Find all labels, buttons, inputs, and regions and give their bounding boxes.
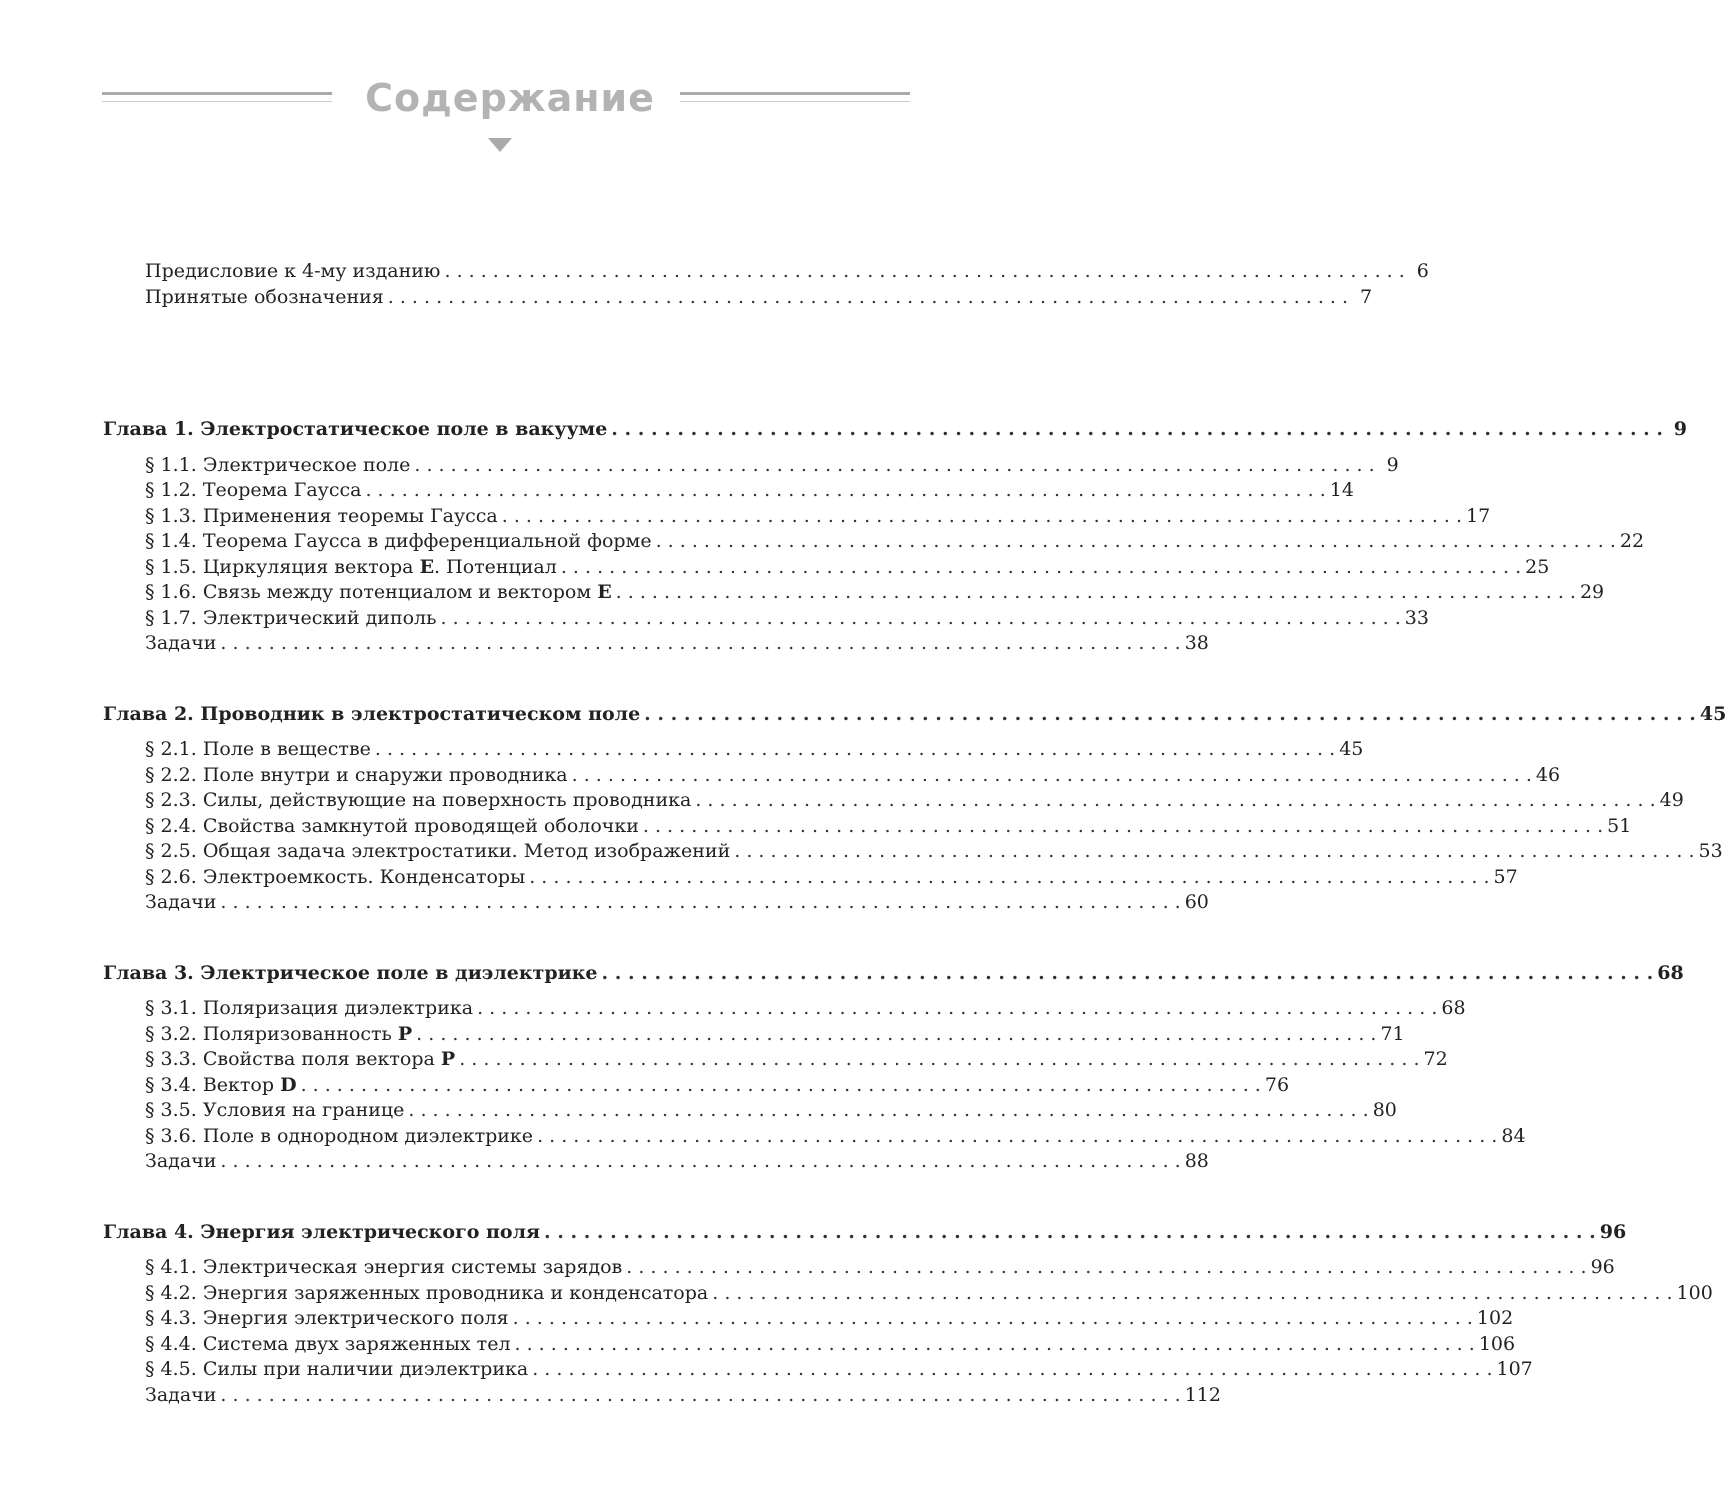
section-title: Силы, действующие на поверхность проводника xyxy=(202,789,692,811)
section-title-rest: . Потенциал xyxy=(434,555,557,578)
entry-title xyxy=(145,1098,404,1124)
section-title: Энергия заряженных проводника и конденсатора xyxy=(202,1281,709,1304)
page-number: 102 xyxy=(1476,1307,1514,1329)
page-number: 96 xyxy=(1590,1256,1615,1278)
chapter-title: Глава 4. Энергия электрического поля xyxy=(103,1220,541,1243)
dot-leader: . . . . . . . . . . . . . . . . . . . . . . . . . . . . . . . . . . . . . . . . . . . . . . . . . . . . . . . . . . . . . . . . . . . . . . . . . . . . . . . . xyxy=(414,453,1375,476)
entry-title xyxy=(145,504,498,530)
page-number: 14 xyxy=(1329,479,1354,501)
section-entry[interactable] xyxy=(103,580,1605,606)
section-entry[interactable] xyxy=(103,839,1723,865)
entry-title xyxy=(145,814,639,840)
entry-title xyxy=(103,1220,540,1246)
dot-leader: . . . . . . . . . . . . . . . . . . . . . . . . . . . . . . . . . . . . . . . . . . . . . . . . . . . . . . . . . . . . . . . . . . . . . . . . . . . . . . . . xyxy=(501,504,1463,527)
section-entry[interactable] xyxy=(103,763,1561,789)
page-number: 53 xyxy=(1698,840,1723,862)
section-entry[interactable] xyxy=(103,1255,1615,1281)
dot-leader: . . . . . . . . . . . . . . . . . . . . . . . . . . . . . . . . . . . . . . . . . . . . . . . . . . . . . . . . . . . . . . . . . . . . . . . . . . . . . . . . xyxy=(644,702,1696,725)
entry-title xyxy=(145,478,361,504)
dot-leader: . . . . . . . . . . . . . . . . . . . . . . . . . . . . . . . . . . . . . . . . . . . . . . . . . . . . . . . . . . . . . . . . . . . . . . . . . . . . . . . . xyxy=(408,1099,1369,1121)
entry-title xyxy=(145,763,568,789)
section-number: § 4.1. xyxy=(145,1256,197,1278)
dot-leader: . . . . . . . . . . . . . . . . . . . . . . . . . . . . . . . . . . . . . . . . . . . . . . . . . . . . . . . . . . . . . . . . . . . . . . . . . . . . . . . . xyxy=(642,814,1604,837)
dot-leader: . . . . . . . . . . . . . . . . . . . . . . . . . . . . . . . . . . . . . . . . . . . . . . . . . . . . . . . . . . . . . . . . . . . . . . . . . . . . . . . . xyxy=(571,763,1532,786)
page-number: 38 xyxy=(1184,632,1209,654)
chapter-heading[interactable] xyxy=(103,961,1684,987)
entry-title xyxy=(145,1306,509,1332)
problems-entry[interactable] xyxy=(103,1383,1221,1409)
page-number: 6 xyxy=(1416,260,1429,282)
section-title: Поле в однородном диэлектрике xyxy=(202,1124,534,1147)
page-number: 17 xyxy=(1466,504,1491,527)
dot-leader: . . . . . . . . . . . . . . . . . . . . . . . . . . . . . . . . . . . . . . . . . . . . . . . . . . . . . . . . . . . . . . . . . . . . . . . . . . . . . . . . xyxy=(695,789,1656,811)
problems-entry[interactable] xyxy=(103,890,1209,916)
page-number: 45 xyxy=(1699,702,1726,725)
entry-title xyxy=(103,702,640,728)
section-number: § 2.4. xyxy=(145,814,197,837)
section-title: Поле внутри и снаружи проводника xyxy=(202,763,568,786)
entry-title xyxy=(145,580,612,606)
entry-title xyxy=(145,1332,511,1358)
section-entry[interactable] xyxy=(103,555,1550,581)
section-number: § 4.2. xyxy=(145,1281,197,1304)
page-number: 25 xyxy=(1525,555,1550,578)
chapter-block xyxy=(103,961,1684,1175)
dot-leader: . . . . . . . . . . . . . . . . . . . . . . . . . . . . . . . . . . . . . . . . . . . . . . . . . . . . . . . . . . . . . . . . . . . . . . . . . . . . . . . . xyxy=(626,1256,1587,1278)
section-entry[interactable] xyxy=(103,1022,1405,1048)
section-number: § 1.4. xyxy=(145,530,197,552)
entry-title xyxy=(145,1383,216,1409)
page-number: 57 xyxy=(1493,865,1518,888)
section-number: § 4.4. xyxy=(145,1332,197,1355)
toc-front-entry[interactable] xyxy=(103,259,1429,285)
entry-title xyxy=(145,890,216,916)
dot-leader: . . . . . . . . . . . . . . . . . . . . . . . . . . . . . . . . . . . . . . . . . . . . . . . . . . . . . . . . . . . . . . . . . . . . . . . . . . . . . . . . xyxy=(655,530,1616,552)
section-number: § 4.5. xyxy=(145,1358,197,1380)
section-number: § 1.3. xyxy=(145,504,197,527)
section-title: Свойства поля вектора xyxy=(202,1048,441,1070)
section-entry[interactable] xyxy=(103,814,1632,840)
chapter-block xyxy=(103,702,1726,916)
section-title: Энергия электрического поля xyxy=(202,1307,509,1329)
page-number: 96 xyxy=(1599,1220,1627,1243)
vector-symbol: D xyxy=(280,1073,297,1096)
section-title: Задачи xyxy=(145,1383,217,1406)
section-entry[interactable] xyxy=(103,453,1399,479)
entry-title xyxy=(145,1073,297,1099)
page-number: 29 xyxy=(1579,581,1605,603)
page-number: 33 xyxy=(1404,606,1429,629)
chapter-block xyxy=(103,1220,1713,1409)
entry-title xyxy=(145,1022,412,1048)
page-number: 80 xyxy=(1372,1099,1397,1121)
section-title: Поляризация диэлектрика xyxy=(202,997,474,1019)
dot-leader: . . . . . . . . . . . . . . . . . . . . . . . . . . . . . . . . . . . . . . . . . . . . . . . . . . . . . . . . . . . . . . . . . . . . . . . . . . . . . . . . xyxy=(560,555,1522,578)
chapter-title: Глава 1. Электростатическое поле в вакууме xyxy=(103,418,608,440)
entry-title xyxy=(145,555,557,581)
section-title: Задачи xyxy=(145,632,217,654)
header-rule-left xyxy=(102,92,332,102)
page-number: 106 xyxy=(1478,1332,1516,1355)
toc-front-entry[interactable] xyxy=(103,285,1373,311)
dot-leader: . . . . . . . . . . . . . . . . . . . . . . . . . . . . . . . . . . . . . . . . . . . . . . . . . . . . . . . . . . . . . . . . . . . . . . . . . . . . . . . . xyxy=(220,632,1181,654)
section-title: Электрическая энергия системы зарядов xyxy=(202,1256,623,1278)
dot-leader: . . . . . . . . . . . . . . . . . . . . . . . . . . . . . . . . . . . . . . . . . . . . . . . . . . . . . . . . . . . . . . . . . . . . . . . . . . . . . . . . xyxy=(615,581,1576,603)
section-entry[interactable] xyxy=(103,1073,1290,1099)
page-number: 49 xyxy=(1659,789,1684,811)
page-number: 100 xyxy=(1676,1281,1713,1304)
page-number: 22 xyxy=(1619,530,1645,552)
entry-title xyxy=(145,259,440,285)
section-number: § 3.2. xyxy=(145,1022,197,1045)
entry-title xyxy=(145,1149,216,1175)
section-title: Теорема Гаусса в дифференциальной форме xyxy=(202,530,652,552)
section-entry[interactable] xyxy=(103,529,1645,555)
dot-leader: . . . . . . . . . . . . . . . . . . . . . . . . . . . . . . . . . . . . . . . . . . . . . . . . . . . . . . . . . . . . . . . . . . . . . . . . . . . . . . . . xyxy=(365,479,1326,501)
page-number: 72 xyxy=(1423,1048,1448,1070)
section-entry[interactable] xyxy=(103,996,1466,1022)
entry-title xyxy=(145,1357,528,1383)
dot-leader: . . . . . . . . . . . . . . . . . . . . . . . . . . . . . . . . . . . . . . . . . . . . . . . . . . . . . . . . . . . . . . . . . . . . . . . . . . . . . . . . xyxy=(220,891,1181,913)
section-title: Электрическое поле xyxy=(202,453,411,476)
entry-title xyxy=(145,788,691,814)
page-number: 60 xyxy=(1184,891,1209,913)
page-number: 51 xyxy=(1607,814,1632,837)
section-title: Задачи xyxy=(145,1150,217,1172)
section-number: § 4.3. xyxy=(145,1307,197,1329)
section-title: Общая задача электростатики. Метод изображений xyxy=(202,840,731,862)
dot-leader: . . . . . . . . . . . . . . . . . . . . . . . . . . . . . . . . . . . . . . . . . . . . . . . . . . . . . . . . . . . . . . . . . . . . . . . . . . . . . . . . xyxy=(440,606,1401,629)
dot-leader: . . . . . . . . . . . . . . . . . . . . . . . . . . . . . . . . . . . . . . . . . . . . . . . . . . . . . . . . . . . . . . . . . . . . . . . . . . . . . . . . xyxy=(220,1150,1181,1172)
vector-symbol: E xyxy=(419,555,435,578)
section-number: § 2.3. xyxy=(145,789,197,811)
section-title: Вектор xyxy=(202,1073,281,1096)
section-title: Система двух заряженных тел xyxy=(202,1332,511,1355)
page-number: 88 xyxy=(1184,1150,1209,1172)
entry-title xyxy=(145,1281,708,1307)
section-number: § 3.5. xyxy=(145,1099,197,1121)
section-number: § 3.4. xyxy=(145,1073,197,1096)
dot-leader: . . . . . . . . . . . . . . . . . . . . . . . . . . . . . . . . . . . . . . . . . . . . . . . . . . . . . . . . . . . . . . . . . . . . . . . . . . . . . . . . xyxy=(459,1048,1420,1070)
vector-symbol: E xyxy=(597,581,612,603)
section-number: § 3.6. xyxy=(145,1124,197,1147)
section-entry[interactable] xyxy=(103,504,1491,530)
section-number: § 2.1. xyxy=(145,738,197,760)
section-title: Условия на границе xyxy=(202,1099,405,1121)
section-title: Задачи xyxy=(145,891,217,913)
chapter-heading[interactable] xyxy=(103,417,1688,443)
section-number: § 1.6. xyxy=(145,581,197,603)
chapter-heading[interactable] xyxy=(103,1220,1627,1246)
triangle-down-icon xyxy=(488,138,512,152)
page-number: 68 xyxy=(1657,961,1684,984)
entry-title xyxy=(103,417,607,443)
section-title: Связь между потенциалом и вектором xyxy=(202,581,598,603)
page-number: 107 xyxy=(1496,1358,1533,1380)
section-title: Свойства замкнутой проводящей оболочки xyxy=(202,814,639,837)
page-number: 7 xyxy=(1359,285,1373,308)
entry-title xyxy=(145,737,371,763)
dot-leader: . . . . . . . . . . . . . . . . . . . . . . . . . . . . . . . . . . . . . . . . . . . . . . . . . . . . . . . . . . . . . . . . . . . . . . . . . . . . . . . . xyxy=(734,840,1695,862)
entry-text: Принятые обозначения xyxy=(145,285,384,308)
page-number: 84 xyxy=(1501,1124,1526,1147)
section-entry[interactable] xyxy=(103,1098,1397,1124)
dot-leader: . . . . . . . . . . . . . . . . . . . . . . . . . . . . . . . . . . . . . . . . . . . . . . . . . . . . . . . . . . . . . . . . . . . . . . . . . . . . . . . . xyxy=(712,1281,1673,1304)
dot-leader: . . . . . . . . . . . . . . . . . . . . . . . . . . . . . . . . . . . . . . . . . . . . . . . . . . . . . . . . . . . . . . . . . . . . . . . . . . . . . . . . xyxy=(537,1124,1498,1147)
dot-leader: . . . . . . . . . . . . . . . . . . . . . . . . . . . . . . . . . . . . . . . . . . . . . . . . . . . . . . . . . . . . . . . . . . . . . . . . . . . . . . . . xyxy=(416,1022,1377,1045)
page-number: 46 xyxy=(1535,763,1561,786)
dot-leader: . . . . . . . . . . . . . . . . . . . . . . . . . . . . . . . . . . . . . . . . . . . . . . . . . . . . . . . . . . . . . . . . . . . . . . . . . . . . . . . . xyxy=(514,1332,1475,1355)
section-number: § 3.3. xyxy=(145,1048,197,1070)
section-entry[interactable] xyxy=(103,606,1429,632)
section-number: § 1.1. xyxy=(145,453,197,476)
section-title: Электрический диполь xyxy=(202,606,437,629)
entry-title xyxy=(145,606,436,632)
entry-title xyxy=(145,631,216,657)
page-number: 71 xyxy=(1380,1022,1405,1045)
section-title: Электроемкость. Конденсаторы xyxy=(202,865,526,888)
section-entry[interactable] xyxy=(103,737,1364,763)
entry-title xyxy=(145,1124,533,1150)
chapter-block xyxy=(103,417,1688,657)
dot-leader: . . . . . . . . . . . . . . . . . . . . . . . . . . . . . . . . . . . . . . . . . . . . . . . . . . . . . . . . . . . . . . . . . . . . . . . . . . . . . . . . xyxy=(611,418,1664,440)
dot-leader: . . . . . . . . . . . . . . . . . . . . . . . . . . . . . . . . . . . . . . . . . . . . . . . . . . . . . . . . . . . . . . . . . . . . . . . . . . . . . . . . xyxy=(512,1307,1473,1329)
entry-title xyxy=(145,839,730,865)
section-entry[interactable] xyxy=(103,788,1684,814)
section-number: § 1.5. xyxy=(145,555,197,578)
entry-title xyxy=(145,865,525,891)
chapter-title: Глава 2. Проводник в электростатическом поле xyxy=(103,702,641,725)
section-title: Поле в веществе xyxy=(202,738,371,760)
dot-leader: . . . . . . . . . . . . . . . . . . . . . . . . . . . . . . . . . . . . . . . . . . . . . . . . . . . . . . . . . . . . . . . . . . . . . . . . . . . . . . . . xyxy=(529,865,1490,888)
entry-title xyxy=(145,453,410,479)
header-rule-right xyxy=(680,92,910,102)
page-number: 45 xyxy=(1339,738,1364,760)
section-entry[interactable] xyxy=(103,1306,1514,1332)
problems-entry[interactable] xyxy=(103,1149,1209,1175)
section-entry[interactable] xyxy=(103,1281,1713,1307)
entry-title xyxy=(145,996,473,1022)
problems-entry[interactable] xyxy=(103,631,1209,657)
section-number: § 3.1. xyxy=(145,997,197,1019)
page-title: Содержание xyxy=(365,76,655,120)
dot-leader: . . . . . . . . . . . . . . . . . . . . . . . . . . . . . . . . . . . . . . . . . . . . . . . . . . . . . . . . . . . . . . . . . . . . . . . . . . . . . . . . xyxy=(374,738,1336,760)
entry-title xyxy=(103,961,598,987)
section-title: Циркуляция вектора xyxy=(202,555,420,578)
entry-title xyxy=(145,1255,622,1281)
section-entry[interactable] xyxy=(103,1047,1448,1073)
entry-text: Предисловие к 4-му изданию xyxy=(145,260,441,282)
dot-leader: . . . . . . . . . . . . . . . . . . . . . . . . . . . . . . . . . . . . . . . . . . . . . . . . . . . . . . . . . . . . . . . . . . . . . . . . . . . . . . . . xyxy=(387,285,1349,308)
page-number: 112 xyxy=(1184,1383,1221,1406)
entry-title xyxy=(145,1047,455,1073)
section-number: § 2.6. xyxy=(145,865,197,888)
vector-symbol: P xyxy=(440,1048,456,1070)
chapter-title: Глава 3. Электрическое поле в диэлектрике xyxy=(103,961,598,984)
dot-leader: . . . . . . . . . . . . . . . . . . . . . . . . . . . . . . . . . . . . . . . . . . . . . . . . . . . . . . . . . . . . . . . . . . . . . . . . . . . . . . . . xyxy=(220,1383,1181,1406)
section-entry[interactable] xyxy=(103,1357,1533,1383)
vector-symbol: P xyxy=(397,1022,413,1045)
page-number: 68 xyxy=(1441,997,1466,1019)
section-title: Теорема Гаусса xyxy=(202,479,362,501)
section-number: § 1.7. xyxy=(145,606,197,629)
dot-leader: . . . . . . . . . . . . . . . . . . . . . . . . . . . . . . . . . . . . . . . . . . . . . . . . . . . . . . . . . . . . . . . . . . . . . . . . . . . . . . . . xyxy=(601,961,1654,984)
dot-leader: . . . . . . . . . . . . . . . . . . . . . . . . . . . . . . . . . . . . . . . . . . . . . . . . . . . . . . . . . . . . . . . . . . . . . . . . . . . . . . . . xyxy=(300,1073,1261,1096)
section-entry[interactable] xyxy=(103,1332,1516,1358)
page-number: 9 xyxy=(1386,453,1399,476)
dot-leader: . . . . . . . . . . . . . . . . . . . . . . . . . . . . . . . . . . . . . . . . . . . . . . . . . . . . . . . . . . . . . . . . . . . . . . . . . . . . . . . . xyxy=(532,1358,1493,1380)
section-entry[interactable] xyxy=(103,865,1518,891)
table-of-contents xyxy=(103,259,1726,1408)
section-title: Применения теоремы Гаусса xyxy=(202,504,498,527)
dot-leader: . . . . . . . . . . . . . . . . . . . . . . . . . . . . . . . . . . . . . . . . . . . . . . . . . . . . . . . . . . . . . . . . . . . . . . . . . . . . . . . . xyxy=(444,260,1405,282)
entry-title xyxy=(145,529,652,555)
dot-leader: . . . . . . . . . . . . . . . . . . . . . . . . . . . . . . . . . . . . . . . . . . . . . . . . . . . . . . . . . . . . . . . . . . . . . . . . . . . . . . . . xyxy=(544,1220,1596,1243)
chapter-heading[interactable] xyxy=(103,702,1726,728)
page-number: 76 xyxy=(1264,1073,1290,1096)
dot-leader: . . . . . . . . . . . . . . . . . . . . . . . . . . . . . . . . . . . . . . . . . . . . . . . . . . . . . . . . . . . . . . . . . . . . . . . . . . . . . . . . xyxy=(477,997,1438,1019)
section-title: Силы при наличии диэлектрика xyxy=(202,1358,529,1380)
section-number: § 2.5. xyxy=(145,840,197,862)
section-title: Поляризованность xyxy=(202,1022,398,1045)
section-number: § 2.2. xyxy=(145,763,197,786)
entry-title xyxy=(145,285,384,311)
section-entry[interactable] xyxy=(103,478,1354,504)
section-entry[interactable] xyxy=(103,1124,1526,1150)
section-number: § 1.2. xyxy=(145,479,197,501)
page-number: 9 xyxy=(1673,418,1688,440)
